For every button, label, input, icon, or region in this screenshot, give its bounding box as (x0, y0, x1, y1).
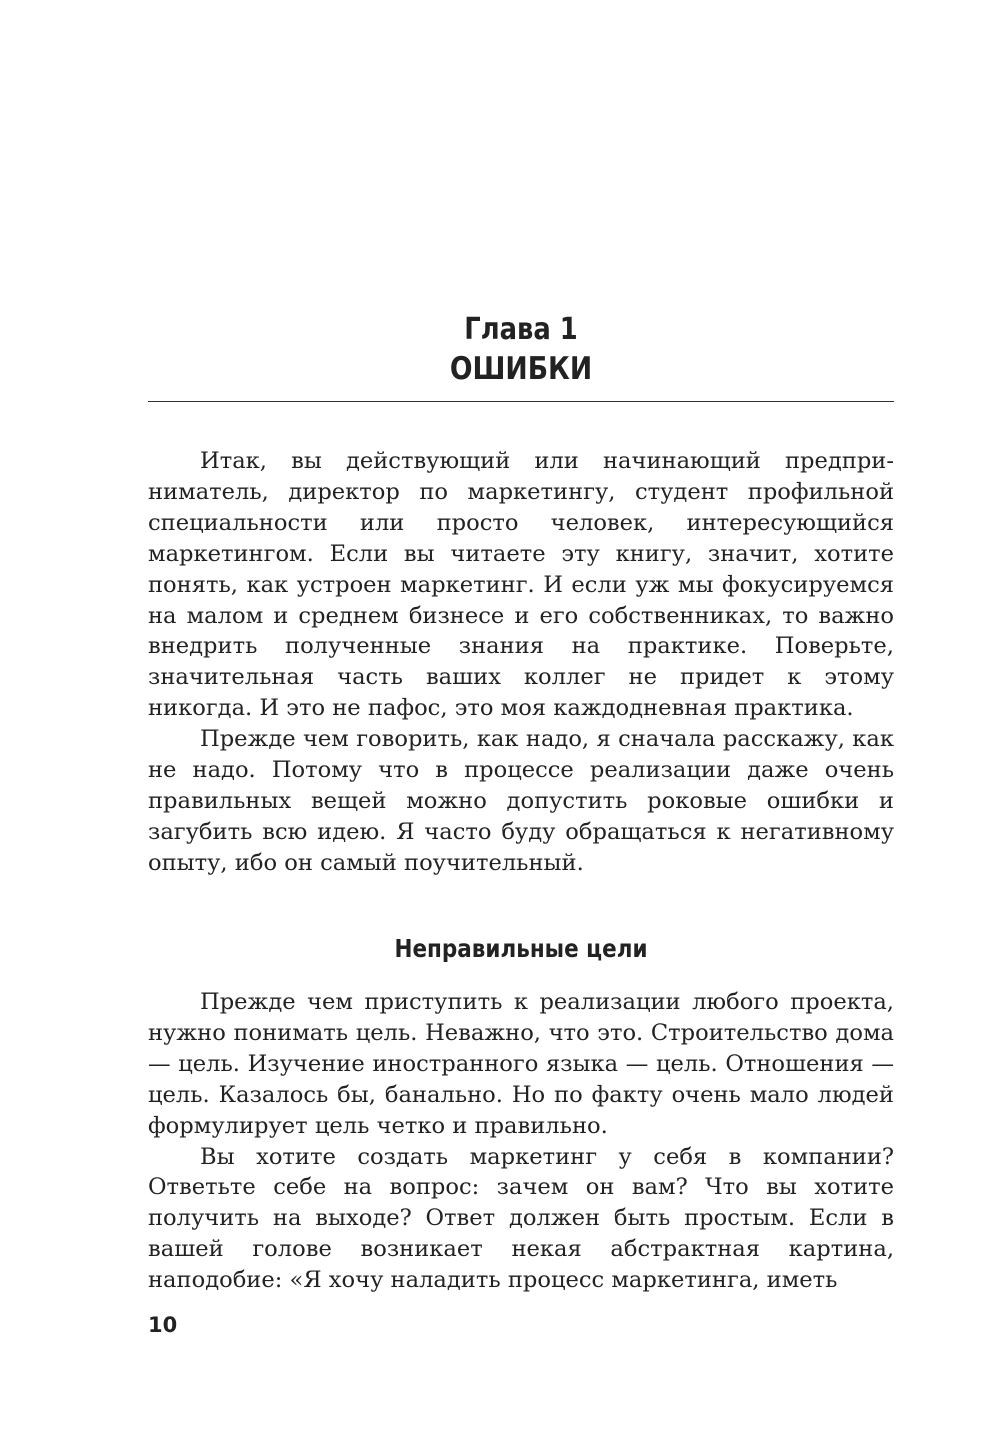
page-number: 10 (148, 1313, 178, 1337)
chapter-divider (148, 401, 894, 402)
chapter-header (148, 310, 894, 388)
section-text (148, 987, 894, 1296)
section-heading: Неправильные цели (394, 934, 648, 963)
paragraph: Прежде чем говорить, как надо, я сначала расскажу, как не надо. Потому что в процессе реализации даже очень правильных вещей можно допустить роковые ошибки и загубить всю идею. Я часто буду обращаться к негативному опыту, ибо он самый поучительный. (148, 726, 894, 876)
chapter-title: ОШИБКИ (449, 351, 593, 387)
chapter-label: Глава 1 (464, 312, 578, 347)
paragraph: Итак, вы действующий или начинающий предприниматель, директор по маркетингу, студент профильной специальности или просто человек, интересующийся маркетингом. Если вы читаете эту книгу, значит, хотите понять, как устроен маркетинг. И если уж мы фокусируемся на малом и среднем бизнесе и его собственниках, то важно внедрить полученные знания на практике. Поверьте, значительная часть ваших коллег не придет к этому никогда. И это не пафос, это моя каждодневная практика. (148, 448, 894, 722)
paragraph: Прежде чем приступить к реализации любого проекта, нужно понимать цель. Неважно, что это. Строительство дома — цель. Изучение иностранного языка — цель. Отношения — цель. Казалось бы, банально. Но по факту очень мало людей формулирует цель четко и правильно. (148, 989, 894, 1139)
paragraph: Вы хотите создать маркетинг у себя в компании? Ответьте себе на вопрос: зачем он вам? Что вы хотите получить на выходе? Ответ должен быть простым. Если в вашей голове возникает некая абстрактная картина, наподобие: «Я хочу наладить процесс маркетинга, иметь (148, 1143, 894, 1294)
intro-text (148, 446, 894, 879)
